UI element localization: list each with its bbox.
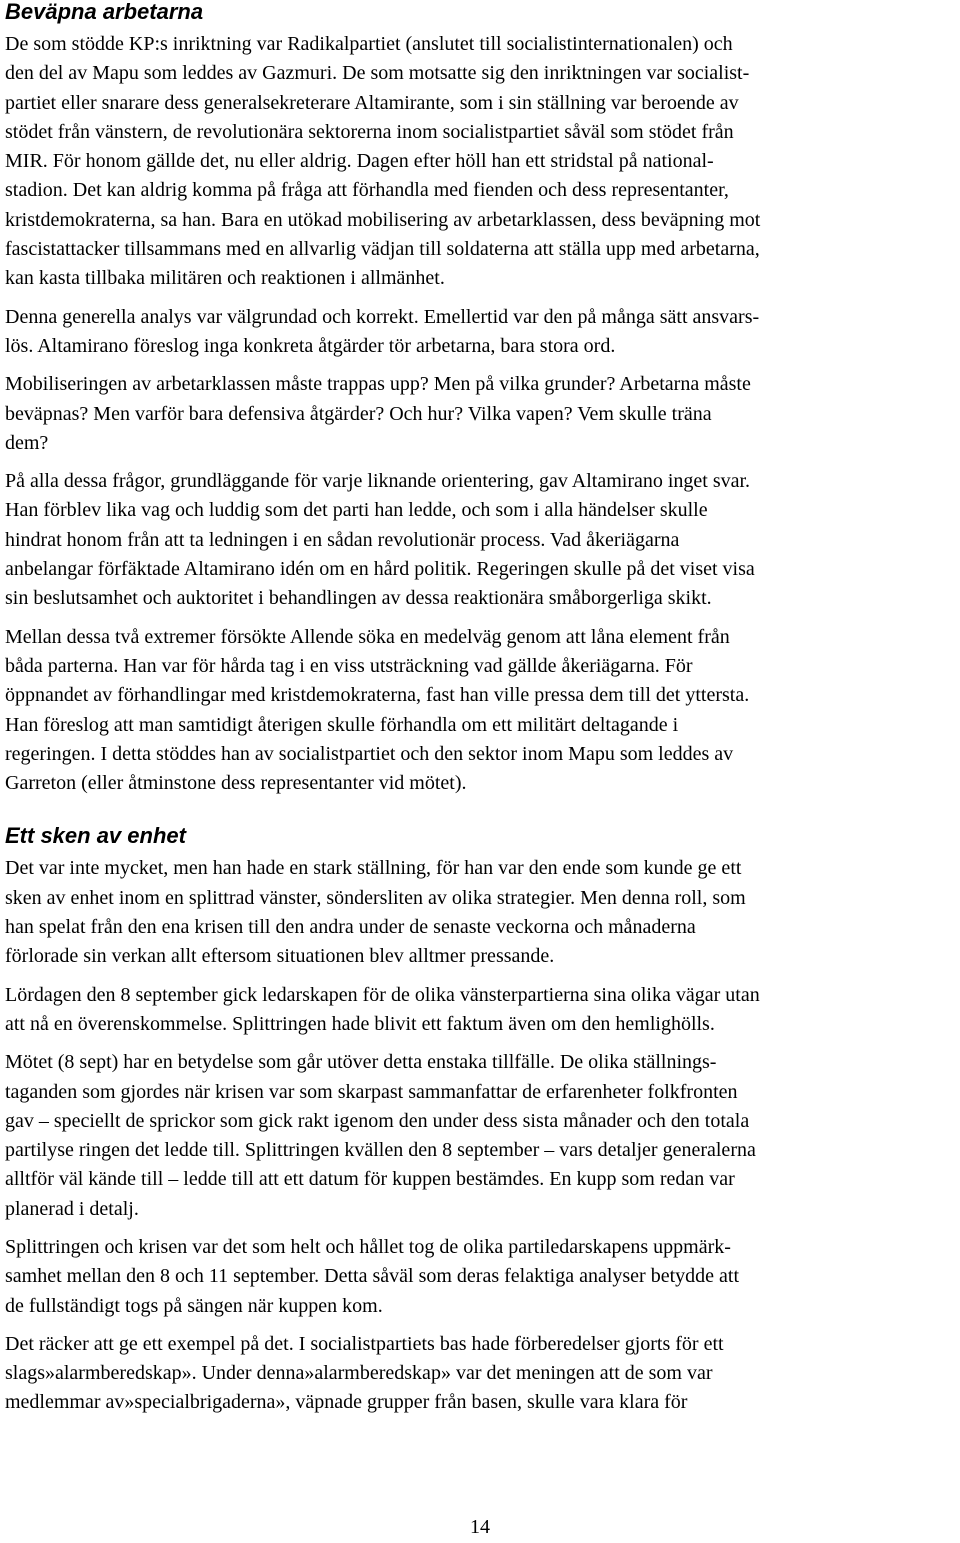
text-line: hindrat honom från att ta ledningen i en sådan revolutionär process. Vad åkeriägarna [5, 528, 680, 551]
text-line: stadion. Det kan aldrig komma på fråga att förhandla med fienden och dess representanter, [5, 179, 729, 202]
page-number: 14 [470, 1516, 490, 1538]
text-line: sin beslutsamhet och auktoritet i behandlingen av dessa reaktionära småborgerliga skikt. [5, 587, 712, 610]
paragraph-1 [5, 30, 955, 294]
paragraph-2 [5, 303, 955, 362]
text-line: Mellan dessa två extremer försökte Allende söka en medelväg genom att låna element från [5, 625, 730, 648]
text-line: MIR. För honom gällde det, nu eller aldrig. Dagen efter höll han ett stridstal på national- [5, 150, 714, 173]
text-line: beväpnas? Men varför bara defensiva åtgärder? Och hur? Vilka vapen? Vem skulle träna [5, 402, 712, 425]
text-line: den del av Mapu som leddes av Gazmuri. De som motsatte sig den inriktningen var socialist- [5, 62, 750, 85]
text-line: kristdemokraterna, sa han. Bara en utökad mobilisering av arbetarklassen, dess beväpning mot [5, 208, 761, 231]
section-heading-1: Beväpna arbetarna [5, 0, 204, 24]
text-line: anbelangar förfäktade Altamirano idén om en hård politik. Regeringen skulle på det viset visa [5, 558, 755, 581]
text-line: lös. Altamirano föreslog inga konkreta åtgärder tör arbetarna, bara stora ord. [5, 334, 616, 357]
text-line: partilyse ringen det ledde till. Splittringen kvällen den 8 september – vars detaljer generalerna [5, 1139, 756, 1162]
paragraph-10 [5, 1330, 955, 1418]
text-line: att nå en överenskommelse. Splittringen hade blivit ett faktum även om den hemlighölls. [5, 1012, 715, 1035]
text-line: öppnandet av förhandlingar med kristdemokraterna, fast han ville pressa dem till det yttersta. [5, 684, 750, 707]
text-line: alltför väl kände till – ledde till att ett datum för kuppen bestämdes. En kupp som redan var [5, 1168, 735, 1191]
text-line: förlorade sin verkan allt eftersom situationen blev alltmer pressande. [5, 945, 555, 968]
text-line: fascistattacker tillsammans med en allvarlig vädjan till soldaterna att ställa upp med arbetarna, [5, 238, 760, 261]
text-line: Mobiliseringen av arbetarklassen måste trappas upp? Men på vilka grunder? Arbetarna måste [5, 373, 751, 396]
text-line: planerad i detalj. [5, 1197, 139, 1220]
paragraph-9 [5, 1233, 955, 1321]
text-line: de fullständigt togs på sängen när kuppen kom. [5, 1294, 383, 1317]
section-heading-2: Ett sken av enhet [5, 823, 186, 849]
paragraph-3 [5, 370, 955, 458]
text-line: stödet från vänstern, de revolutionära sektorerna inom socialistpartiet såväl som stödet från [5, 120, 734, 143]
text-line: Denna generella analys var välgrundad och korrekt. Emellertid var den på många sätt ansvars- [5, 305, 760, 328]
paragraph-8 [5, 1048, 955, 1224]
text-line: medlemmar av»specialbrigaderna», väpnade grupper från basen, skulle vara klara för [5, 1391, 688, 1414]
text-line: Splittringen och krisen var det som helt och hållet tog de olika partiledarskapens uppmärk- [5, 1235, 731, 1258]
paragraph-5 [5, 623, 955, 799]
text-line: partiet eller snarare dess generalsekreterare Altamirante, som i sin ställning var beroende av [5, 91, 739, 114]
text-line: slags»alarmberedskap». Under denna»alarmberedskap» var det meningen att de som var [5, 1362, 713, 1385]
text-line: sken av enhet inom en splittrad vänster, söndersliten av olika strategier. Men denna roll, som [5, 886, 746, 909]
text-line: han spelat från den ena krisen till den andra under de senaste veckorna och månaderna [5, 916, 696, 939]
text-line: Lördagen den 8 september gick ledarskapen för de olika vänsterpartierna sina olika vägar utan [5, 983, 760, 1006]
text-line: gav – speciellt de sprickor som gick rakt igenom den under dess sista månader och den totala [5, 1109, 750, 1132]
text-line: dem? [5, 431, 49, 454]
text-line: Det räcker att ge ett exempel på det. I socialistpartiets bas hade förberedelser gjorts för ett [5, 1332, 724, 1355]
paragraph-4 [5, 467, 955, 613]
text-line: Han föreslog att man samtidigt återigen skulle förhandla om ett militärt deltagande i [5, 713, 679, 736]
text-line: regeringen. I detta stöddes han av socialistpartiet och den sektor inom Mapu som leddes av [5, 742, 734, 765]
text-line: Mötet (8 sept) har en betydelse som går utöver detta enstaka tillfälle. De olika ställnings- [5, 1051, 717, 1074]
text-line: båda parterna. Han var för hårda tag i en viss utsträckning vad gällde åkeriägarna. För [5, 654, 693, 677]
paragraph-6 [5, 854, 955, 971]
text-line: På alla dessa frågor, grundläggande för varje liknande orientering, gav Altamirano inget svar. [5, 470, 751, 493]
paragraph-7 [5, 981, 955, 1040]
text-line: Han förblev lika vag och luddig som det parti han ledde, och som i alla händelser skulle [5, 499, 708, 522]
document-page [5, 0, 955, 1427]
text-line: De som stödde KP:s inriktning var Radikalpartiet (anslutet till socialistinternationalen) och [5, 33, 733, 55]
text-line: Det var inte mycket, men han hade en stark ställning, för han var den ende som kunde ge ett [5, 857, 742, 880]
text-line: Garreton (eller åtminstone dess representanter vid mötet). [5, 772, 467, 795]
text-line: samhet mellan den 8 och 11 september. Detta såväl som deras felaktiga analyser betydde att [5, 1265, 740, 1288]
text-line: kan kasta tillbaka militären och reaktionen i allmänhet. [5, 267, 445, 290]
text-line: taganden som gjordes när krisen var som skarpast sammanfattar de erfarenheter folkfronten [5, 1080, 738, 1103]
